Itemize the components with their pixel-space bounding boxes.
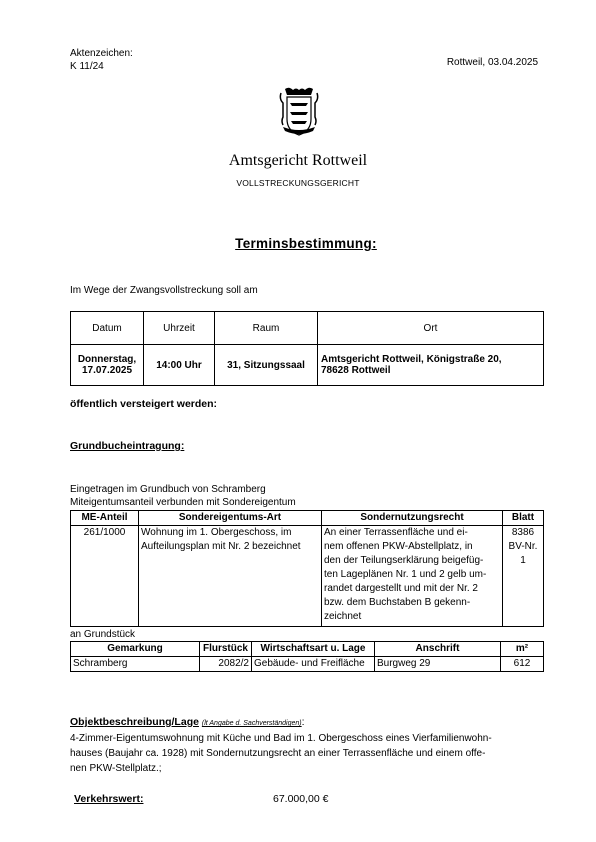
termin-ort (318, 345, 544, 386)
termin-header-uhrzeit: Uhrzeit (144, 312, 215, 345)
me-header-anteil: ME-Anteil (71, 511, 139, 526)
objekt-colon: : (301, 716, 305, 728)
me-art-line: Aufteilungsplan mit Nr. 2 bezeichnet (141, 541, 301, 552)
me-header-recht: Sondernutzungsrecht (322, 511, 503, 526)
me-art-line: Wohnung im 1. Obergeschoss, im (141, 527, 292, 538)
verkehrswert-label: Verkehrswert: (74, 793, 144, 805)
termin-datum (71, 345, 144, 386)
me-blatt-line: BV-Nr. (508, 541, 538, 552)
gs-qm: 612 (501, 657, 544, 672)
me-header-art: Sondereigentums-Art (139, 511, 322, 526)
me-recht-line: An einer Terrassenfläche und ei- (324, 527, 468, 538)
me-art (139, 526, 322, 627)
grundbuch-heading: Grundbucheintragung: (70, 440, 185, 452)
me-anteil: 261/1000 (71, 526, 139, 627)
gs-flurstueck: 2082/2 (200, 657, 252, 672)
termin-ort-line1: Amtsgericht Rottweil, Königstraße 20, (321, 354, 502, 365)
intro-text: Im Wege der Zwangsvollstreckung soll am (70, 285, 258, 296)
termin-header-datum: Datum (71, 312, 144, 345)
termin-datum-weekday: Donnerstag, (77, 354, 137, 365)
court-department: VOLLSTRECKUNGSGERICHT (236, 178, 360, 188)
aktenzeichen-block (70, 47, 133, 73)
me-blatt (503, 526, 544, 627)
me-recht-line: zeichnet (324, 611, 362, 622)
aktenzeichen-value: K 11/24 (70, 61, 104, 72)
gs-anschrift: Burgweg 29 (375, 657, 501, 672)
gs-header-wirtschaftsart: Wirtschaftsart u. Lage (252, 642, 375, 657)
me-recht-line: bzw. dem Buchstaben B gekenn- (324, 597, 471, 608)
grundbuch-text (70, 483, 296, 509)
termin-raum: 31, Sitzungssaal (215, 345, 318, 386)
grundbuch-line1: Eingetragen im Grundbuch von Schramberg (70, 484, 266, 495)
objekt-description (70, 731, 492, 776)
me-recht-line: randet dargestellt und mit der Nr. 2 (324, 583, 478, 594)
aktenzeichen-label: Aktenzeichen: (70, 48, 133, 59)
me-recht-line: den der Teilungserklärung beigefüg- (324, 555, 484, 566)
verkehrswert-value: 67.000,00 € (273, 793, 329, 805)
objekt-heading-line (70, 716, 305, 728)
place-date: Rottweil, 03.04.2025 (446, 57, 538, 68)
coat-of-arms-icon (279, 87, 319, 142)
objekt-heading: Objektbeschreibung/Lage (70, 716, 199, 728)
me-anteil-table (70, 510, 544, 627)
gs-wirtschaftsart: Gebäude- und Freifläche (252, 657, 375, 672)
gs-header-flurstueck: Flurstück (200, 642, 252, 657)
gs-header-gemarkung: Gemarkung (71, 642, 200, 657)
grundstueck-label: an Grundstück (70, 629, 136, 640)
termin-header-ort: Ort (318, 312, 544, 345)
court-name: Amtsgericht Rottweil (228, 152, 368, 169)
me-recht (322, 526, 503, 627)
versteigert-text: öffentlich versteigert werden: (70, 398, 218, 410)
gs-header-qm: m² (501, 642, 544, 657)
me-header-blatt: Blatt (503, 511, 544, 526)
me-recht-line: ten Lageplänen Nr. 1 und 2 gelb um- (324, 569, 487, 580)
termin-uhrzeit: 14:00 Uhr (144, 345, 215, 386)
me-blatt-line: 1 (520, 555, 526, 566)
termin-header-raum: Raum (215, 312, 318, 345)
gs-header-anschrift: Anschrift (375, 642, 501, 657)
objekt-line: nen PKW-Stellplatz.; (70, 763, 162, 774)
me-blatt-line: 8386 (511, 527, 535, 538)
objekt-note: (lt Angabe d. Sachverständigen) (201, 720, 302, 727)
grundbuch-line2: Miteigentumsanteil verbunden mit Sondereigentum (70, 497, 296, 508)
termin-ort-line2: 78628 Rottweil (321, 365, 391, 376)
me-recht-line: nem offenen PKW-Abstellplatz, in (324, 541, 473, 552)
page-title: Terminsbestimmung: (235, 236, 377, 251)
termin-datum-date: 17.07.2025 (81, 365, 133, 376)
termin-table (70, 311, 544, 386)
objekt-line: 4-Zimmer-Eigentumswohnung mit Küche und Bad im 1. Obergeschoss eines Vierfamilienwohn- (70, 733, 492, 744)
objekt-line: hauses (Baujahr ca. 1928) mit Sondernutzungsrecht an einer Terrassenfläche und einem offe- (70, 748, 486, 759)
grundstueck-table (70, 641, 544, 672)
gs-gemarkung: Schramberg (71, 657, 200, 672)
